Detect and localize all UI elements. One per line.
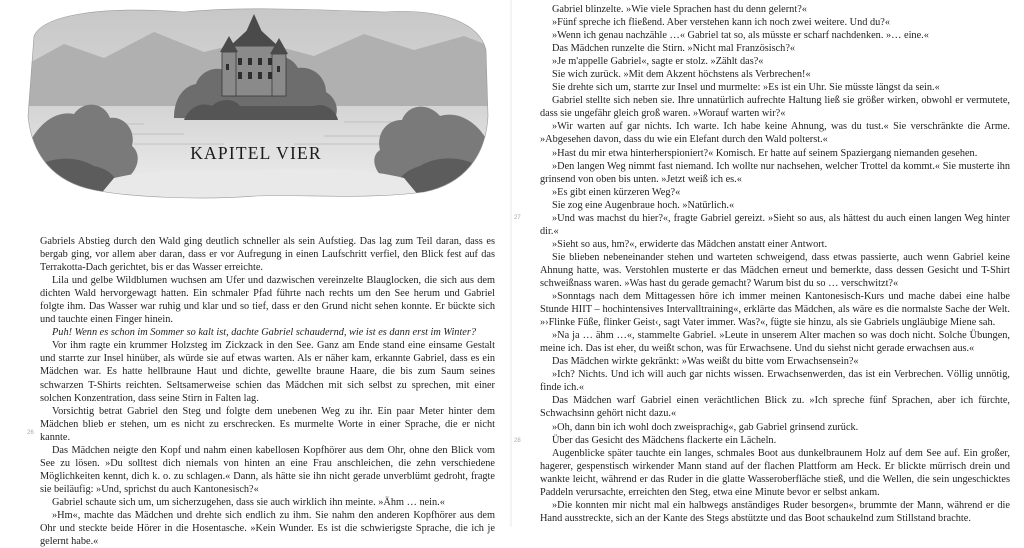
paragraph: »Wenn ich genau nachzähle …« Gabriel tat so, als müsste er scharf nachdenken. »… eine.« bbox=[552, 30, 929, 42]
paragraph: Puh! Wenn es schon im Sommer so kalt ist, dachte Gabriel schaudernd, wie ist es dann erst im Winter? bbox=[52, 327, 477, 339]
paragraph: »Es gibt einen kürzeren Weg?« bbox=[552, 186, 681, 198]
paragraph: Sie wich zurück. »Mit dem Akzent höchstens als Verbrechen!« bbox=[552, 69, 811, 81]
paragraph: Gabriel schaute sich um, um sicherzugehen, dass sie auch wirklich ihn meinte. »Ähm … nein.« bbox=[52, 496, 445, 508]
paragraph: Vor ihm ragte ein krummer Holzsteg im Zickzack in den See. Ganz am Ende stand eine einsame Gestalt und starrte zur Insel hinüber, als würde sie auf etwas warten. Als er näher kam, erkannte Gabriel, dass es ein Mädchen war. Es hatte hellbraune Haut und dichte, gewellte braune Haare, die bis zum Saum seines schwarzen T-Shirts reichten. Seltsamerweise schien das Mädchen mit sich selbst zu sprechen, mit einer solchen Konzentration, dass seine Stirn in Falten lag. bbox=[40, 340, 495, 404]
paragraph: Sie drehte sich um, starrte zur Insel und murmelte: »Es ist ein Uhr. Sie müsste längst da sein.« bbox=[552, 82, 940, 94]
page-number: 28 bbox=[514, 438, 521, 444]
paragraph: »Den langen Weg nimmt fast niemand. Ich wollte nur nachsehen, welcher Trottel da kommt.« Sie musterte ihn grinsend von oben bis unten. »Jetzt weiß ich es.« bbox=[540, 160, 1010, 185]
paragraph: Augenblicke später tauchte ein langes, schmales Boot aus dunkelbraunem Holz auf dem See auf. Ein großer, hagerer, gespenstisch wirkender Mann stand auf der flachen Plattform am Heck. Er blickte mürrisch drein und wankte leicht, während er das Ruder in die glatte Wasseroberfläche stieß, und die Wellen, die sein ungeschicktes Paddeln verursachte, erreichten den Steg, etwa eine Minute bevor er selbst ankam. bbox=[540, 447, 1010, 498]
right-page bbox=[512, 0, 1024, 527]
paragraph: Das Mädchen neigte den Kopf und nahm einen kabellosen Kopfhörer aus dem Ohr, ohne den Blick vom See zu lösen. »Du solltest dich niemals von hinten an eine Frau anschleichen, die zehn verschiedene Möglichkeiten kennt, dich k. o. zu schlagen.« Dann, als hätte sie ihn nicht gerade unverblümt gedroht, fragte sie beiläufig: »Und, sprichst du auch Kantonesisch?« bbox=[40, 444, 495, 495]
paragraph: Sie zog eine Augenbraue hoch. »Natürlich.« bbox=[552, 199, 735, 211]
paragraph: »Die konnten mir nicht mal ein halbwegs anständiges Ruder besorgen«, brummte der Mann, während er die Hand ausstreckte, sich an der Kante des Stegs abstützte und das Boot schaukelnd zum Stillstand brachte. bbox=[540, 499, 1010, 524]
paragraph: »Sieht so aus, hm?«, erwiderte das Mädchen anstatt einer Antwort. bbox=[552, 238, 828, 250]
paragraph: »Und was machst du hier?«, fragte Gabriel gereizt. »Sieht so aus, als hättest du auch einen langen Weg hinter dir.« bbox=[540, 212, 1010, 237]
page-number: 27 bbox=[514, 215, 521, 221]
paragraph: Das Mädchen wirkte gekränkt: »Was weißt du bitte vom Erwachsensein?« bbox=[552, 356, 859, 368]
paragraph: Sie blieben nebeneinander stehen und warteten schweigend, dass etwas passierte, auch wenn Gabriel keine Ahnung hatte, was. Verstohlen musterte er das Mädchen erneut und bemerkte, dass dessen Gesicht und T-Shirt schweißnass waren. »Was hast du gerade gemacht? Warum bist du so … verschwitzt?« bbox=[540, 251, 1010, 289]
chapter-title: KAPITEL VIER bbox=[190, 143, 322, 163]
paragraph: Vorsichtig betrat Gabriel den Steg und folgte dem unebenen Weg zu ihr. Ein paar Meter hinter dem Mädchen blieb er stehen, um es nicht zu erschrecken. Es murmelte Worte in einer Sprache, die er nicht kannte. bbox=[40, 405, 495, 443]
paragraph: »Hast du mir etwa hinterherspioniert?« Komisch. Er hatte auf seinem Spaziergang niemanden gesehen. bbox=[552, 147, 978, 159]
paragraph: Gabriel blinzelte. »Wie viele Sprachen hast du denn gelernt?« bbox=[552, 4, 807, 15]
castle-island-illustration bbox=[24, 6, 490, 202]
paragraph: Gabriels Abstieg durch den Wald ging deutlich schneller als sein Aufstieg. Das lag zum Teil daran, dass es bergab ging, vor allem aber daran, dass er vor Aufregung in einen Laufschritt verfiel, den Blick fest auf das Terrakotta-Dach gerichtet, bis er das Wasser erreichte. bbox=[40, 236, 495, 274]
paragraph: Über das Gesicht des Mädchens flackerte ein Lächeln. bbox=[552, 434, 777, 446]
right-page-text bbox=[540, 3, 1010, 525]
paragraph: Lila und gelbe Wildblumen wuchsen am Ufer und dazwischen vereinzelte Blauglocken, die sich aus dem dichten Wald hervorgewagt hatten. Ein schmaler Pfad führte nach rechts um den See herum und Gabriel folgte ihm. Das Wasser war ruhig und klar und so tief, dass er den Grund nicht sehen konnte. Er bückte sich und tauchte einen Finger hinein. bbox=[40, 275, 495, 326]
paragraph: »Hm«, machte das Mädchen und drehte sich endlich zu ihm. Sie nahm den anderen Kopfhörer aus dem Ohr und steckte beide Hörer in die Hosentasche. »Kein Wunder. Es ist die schwierigste Sprache, die ich je gelernt habe.« bbox=[40, 509, 495, 548]
paragraph: »Ich? Nichts. Und ich will auch gar nichts wissen. Erwachsenwerden, das ist ein Verbrechen. Völlig unnötig, finde ich.« bbox=[540, 369, 1010, 394]
paragraph: Gabriel stellte sich neben sie. Ihre unnatürlich aufrechte Haltung ließ sie größer wirken, obwohl er vermutete, dass sie ungefähr gleich groß waren. »Worauf warten wir?« bbox=[540, 95, 1010, 120]
page-number: 26 bbox=[27, 430, 34, 436]
paragraph: »Wir warten auf gar nichts. Ich warte. Ich habe keine Ahnung, was du tust.« Sie verschränkte die Arme. »Abgesehen davon, dass du wie ein Elefant durch den Wald polterst.« bbox=[540, 121, 1010, 146]
paragraph: »Na ja … ähm …«, stammelte Gabriel. »Leute in unserem Alter machen so was doch nicht. Solche Übungen, meine ich. Das ist eher, du weißt schon, was für Erwachsene. Und du siehst nicht gerade erwachsen aus.« bbox=[540, 330, 1010, 355]
castle-island-lake-illustration bbox=[24, 6, 490, 202]
paragraph: Das Mädchen runzelte die Stirn. »Nicht mal Französisch?« bbox=[552, 43, 796, 55]
left-page-text bbox=[40, 235, 495, 548]
paragraph: »Oh, dann bin ich wohl doch zweisprachig«, gab Gabriel grinsend zurück. bbox=[552, 421, 859, 433]
paragraph: Das Mädchen warf Gabriel einen verächtlichen Blick zu. »Ich spreche fünf Sprachen, aber ich fürchte, Schwachsinn gehört nicht dazu.« bbox=[540, 395, 1010, 420]
paragraph: »Fünf spreche ich fließend. Aber verstehen kann ich noch zwei weitere. Und du?« bbox=[552, 17, 890, 29]
paragraph: »Sonntags nach dem Mittagessen höre ich immer meinen Kantonesisch-Kurs und mache dabei eine halbe Stunde HIIT – hochintensives Intervalltraining«, erklärte das Mädchen, als wäre es die normalste Sache der Welt. »›Flinke Füße, flinker Geist‹, sagt Vater immer. Was?«, fügte sie hinzu, als sie Gabriels ungläubige Miene sah. bbox=[540, 291, 1010, 329]
paragraph: »Je m'appelle Gabriel«, sagte er stolz. »Zählt das?« bbox=[552, 56, 764, 68]
